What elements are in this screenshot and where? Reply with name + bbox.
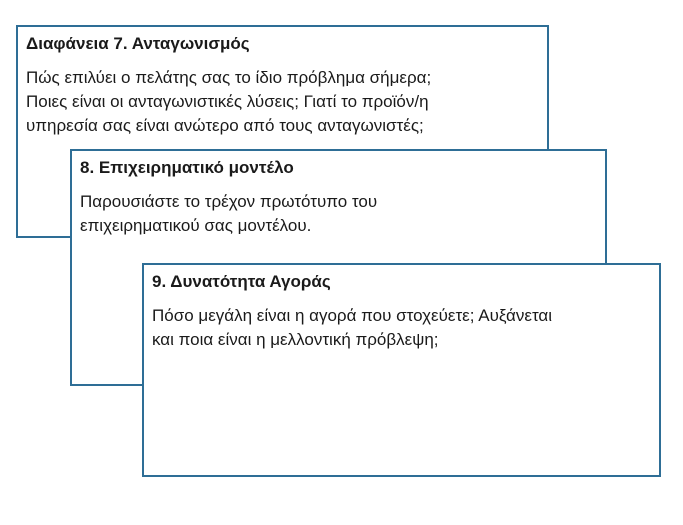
- slide-body-line: επιχειρηματικού σας μοντέλου.: [80, 216, 312, 235]
- slide-body-line: Πώς επιλύει ο πελάτης σας το ίδιο πρόβλημα σήμερα;: [26, 68, 432, 87]
- slide-title: 9. Δυνατότητα Αγοράς: [152, 272, 331, 291]
- slide-body: [80, 190, 597, 238]
- slide-body-line: Παρουσιάστε το τρέχον πρωτότυπο του: [80, 192, 378, 211]
- slide-card-market-potential: [142, 263, 661, 477]
- slide-title: Διαφάνεια 7. Ανταγωνισμός: [26, 34, 250, 53]
- slide-body-line: και ποια είναι η μελλοντική πρόβλεψη;: [152, 330, 439, 349]
- slide-body-line: Ποιες είναι οι ανταγωνιστικές λύσεις; Γιατί το προϊόν/η: [26, 92, 429, 111]
- slide-body-line: υπηρεσία σας είναι ανώτερο από τους ανταγωνιστές;: [26, 116, 424, 135]
- slide-title: 8. Επιχειρηματικό μοντέλο: [80, 158, 294, 177]
- slide-body: [26, 66, 539, 138]
- slide-body-line: Πόσο μεγάλη είναι η αγορά που στοχεύετε; Αυξάνεται: [152, 306, 553, 325]
- slide-body: [152, 304, 651, 352]
